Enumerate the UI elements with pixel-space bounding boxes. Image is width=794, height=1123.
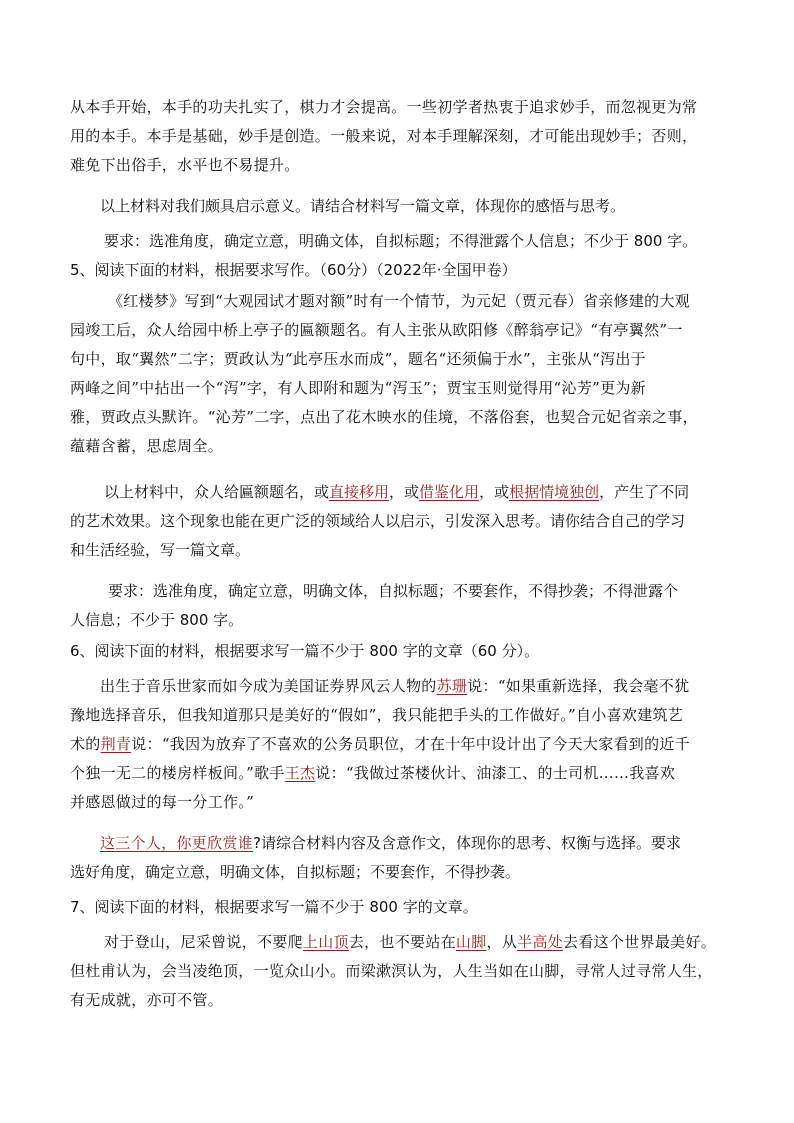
q5-heading	[70, 256, 726, 285]
q5-highlight-adapt: 借鉴化用	[419, 483, 480, 501]
q6-line-2: 豫地选择音乐，但我知道那只是美好的“假如”，我只能把手头的工作做好。”自小喜欢建筑艺	[70, 706, 684, 724]
q5-prompt-line-2: 的艺术效果。这个现象也能在更广泛的领域给人以启示，引发深入思考。请你结合自己的学习	[70, 512, 686, 530]
q4-prompt-text: 以上材料对我们颇具启示意义。请结合材料写一篇文章，体现你的感悟与思考。	[100, 197, 626, 215]
q7-line-1-b: 去，也不要站在	[348, 933, 456, 951]
q5-line-1: 《红楼梦》写到“大观园试才题对额”时有一个情节，为元妃（贾元春）省亲修建的大观	[108, 292, 691, 310]
q5-heading-text: 5、阅读下面的材料，根据要求写作。（60分）（2022年·全国甲卷）	[70, 261, 517, 279]
q6-prompt-line-1	[70, 829, 726, 858]
q5-prompt-part-c: ，或	[479, 483, 510, 501]
q7-line-1-d: 去看这个世界最美好。	[563, 933, 717, 951]
q6-line-4	[70, 759, 726, 788]
q6-heading	[70, 637, 726, 666]
q6-line-3	[70, 730, 726, 759]
q5-line-3: 句中，取“翼然”二字；贾政认为“此亭压水而成”，题名“还须偏于水”，主张从“泻出于	[70, 350, 646, 368]
q6-material	[70, 672, 726, 817]
q6-line-1	[70, 672, 726, 701]
q5-prompt-line-3: 和生活经验，写一篇文章。	[70, 541, 251, 559]
q5-line-5: 雅，贾政点头默许。“沁芳”二字，点出了花木映水的佳境，不落俗套，也契合元妃省亲之事，	[70, 408, 698, 426]
q6-name-wangjie: 王杰	[284, 764, 316, 782]
q5-prompt-line-1	[70, 478, 726, 507]
q7-highlight-halfway: 半高处	[517, 933, 564, 951]
q5-highlight-direct-use: 直接移用	[329, 483, 390, 501]
q7-heading	[70, 893, 726, 922]
q4-material-tail	[70, 93, 726, 180]
q6-line-4-a: 个独一无二的楼房样板间。”歌手	[70, 764, 285, 782]
q6-name-jingqing: 荆青	[100, 735, 132, 753]
q6-line-3-b: 说：“我因为放弃了不喜欢的公务员职位，才在十年中设计出了今天大家看到的近千	[131, 735, 690, 753]
q5-prompt-part-b: ，或	[389, 483, 420, 501]
q7-line-3: 有无成就，亦可不管。	[70, 991, 224, 1009]
q6-prompt	[70, 829, 726, 887]
q4-line-2: 用的本手。本手是基础，妙手是创造。一般来说，对本手理解深刻，才可能出现妙手；否则，	[70, 127, 698, 145]
q5-material	[70, 287, 726, 461]
q5-prompt-part-a: 以上材料中，众人给匾额题名，或	[104, 483, 330, 501]
q6-heading-text: 6、阅读下面的材料，根据要求写一篇不少于 800 字的文章（60 分）。	[70, 642, 540, 660]
q6-prompt-line-2: 选好角度，确定立意，明确文体，自拟标题；不要套作，不得抄袭。	[70, 863, 521, 881]
q7-highlight-foot: 山脚	[455, 933, 487, 951]
q6-line-3-a: 术的	[70, 735, 101, 753]
q4-prompt	[70, 192, 726, 221]
q5-requirement-line-2: 人信息；不少于 800 字。	[70, 611, 244, 629]
q5-requirement	[70, 577, 726, 635]
q5-line-6: 蕴藉含蓄，思虑周全。	[70, 437, 224, 455]
q6-name-susan: 苏珊	[436, 677, 468, 695]
q4-line-3: 难免下出俗手，水平也不易提升。	[70, 156, 300, 174]
q7-line-2: 但杜甫认为，会当凌绝顶，一览众山小。而梁漱溟认为，人生当如在山脚，寻常人过寻常人生，	[70, 962, 713, 980]
q6-line-4-b: 说：“我做过茶楼伙计、油漆工、的士司机……我喜欢	[315, 764, 676, 782]
q7-line-1-a: 对于登山，尼采曾说，不要爬	[104, 933, 303, 951]
q7-heading-text: 7、阅读下面的材料，根据要求写一篇不少于 800 字的文章。	[70, 898, 478, 916]
q5-requirement-line-1: 要求：选准角度，确定立意，明确文体，自拟标题；不要套作，不得抄袭；不得泄露个	[108, 582, 679, 600]
q7-material	[70, 928, 726, 1015]
q4-line-1: 从本手开始，本手的功夫扎实了，棋力才会提高。一些初学者热衷于追求妙手，而忽视更为常	[70, 98, 698, 116]
q6-line-1-a: 出生于音乐世家而如今成为美国证券界风云人物的	[100, 677, 437, 695]
q4-requirement	[70, 227, 726, 256]
q6-line-1-b: 说：“如果重新选择，我会毫不犹	[467, 677, 690, 695]
q5-highlight-original: 根据情境独创	[509, 483, 600, 501]
q6-prompt-part-a: ?请综合材料内容及含意作文，体现你的思考、权衡与选择。要求	[253, 834, 681, 852]
q7-highlight-summit: 上山顶	[302, 933, 349, 951]
q6-line-5: 并感恩做过的每一分工作。”	[70, 793, 255, 811]
q7-line-1	[70, 928, 726, 957]
q5-prompt	[70, 478, 726, 565]
q5-line-4: 两峰之间”中拈出一个“泻”字，有人即附和题为“泻玉”；贾宝玉则觉得用“沁芳”更为新	[70, 379, 646, 397]
q6-highlight-question: 这三个人，你更欣赏谁	[100, 834, 254, 852]
q7-line-1-c: ，从	[486, 933, 518, 951]
q4-requirement-text: 要求：选准角度，确定立意，明确文体，自拟标题；不得泄露个人信息；不少于 800 字。	[104, 232, 698, 250]
q5-prompt-part-d: ，产生了不同	[599, 483, 690, 501]
q5-line-2: 园竣工后，众人给园中桥上亭子的匾额题名。有人主张从欧阳修《醉翁亭记》“有亭翼然”一	[70, 321, 683, 339]
